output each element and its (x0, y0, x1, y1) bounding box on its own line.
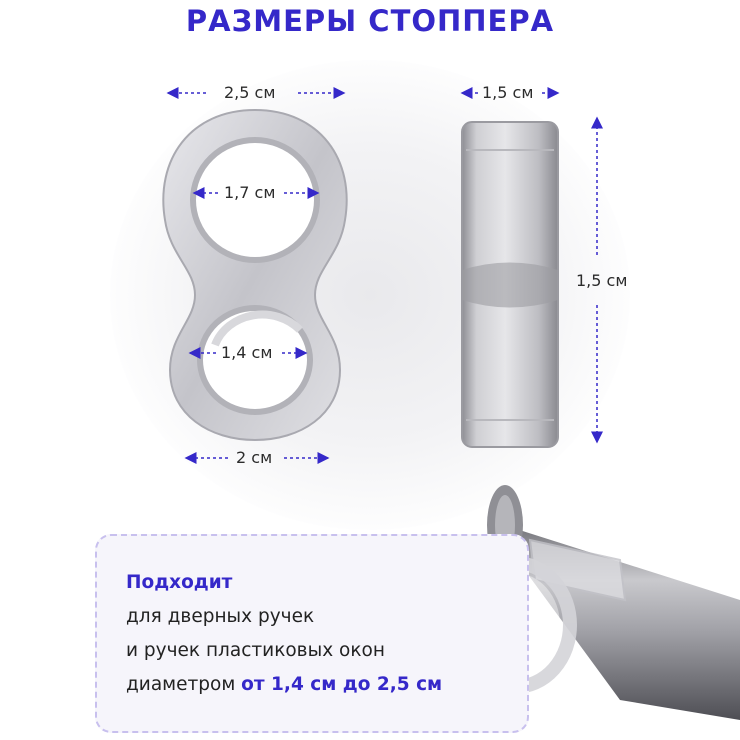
dimension-small-inner: 1,4 см (221, 343, 273, 362)
page-title: РАЗМЕРЫ СТОППЕРА (185, 4, 555, 38)
info-heading: Подходит (126, 572, 233, 593)
info-text (126, 566, 442, 702)
info-line-3-prefix: диаметром (126, 674, 242, 695)
info-line-2: и ручек пластиковых окон (126, 640, 385, 661)
dimension-side-thickness: 1,5 см (482, 83, 534, 102)
info-size-range: от 1,4 см до 2,5 см (241, 674, 443, 695)
dimension-bottom-width: 2 см (236, 448, 273, 467)
stopper-front-view (163, 110, 346, 440)
info-line-1: для дверных ручек (126, 606, 315, 627)
dimension-outer-width: 2,5 см (224, 83, 276, 102)
info-line-3 (126, 668, 442, 702)
stopper-side-view (462, 122, 558, 447)
dimension-large-inner: 1,7 см (224, 183, 276, 202)
dimension-side-height: 1,5 см (576, 271, 628, 290)
